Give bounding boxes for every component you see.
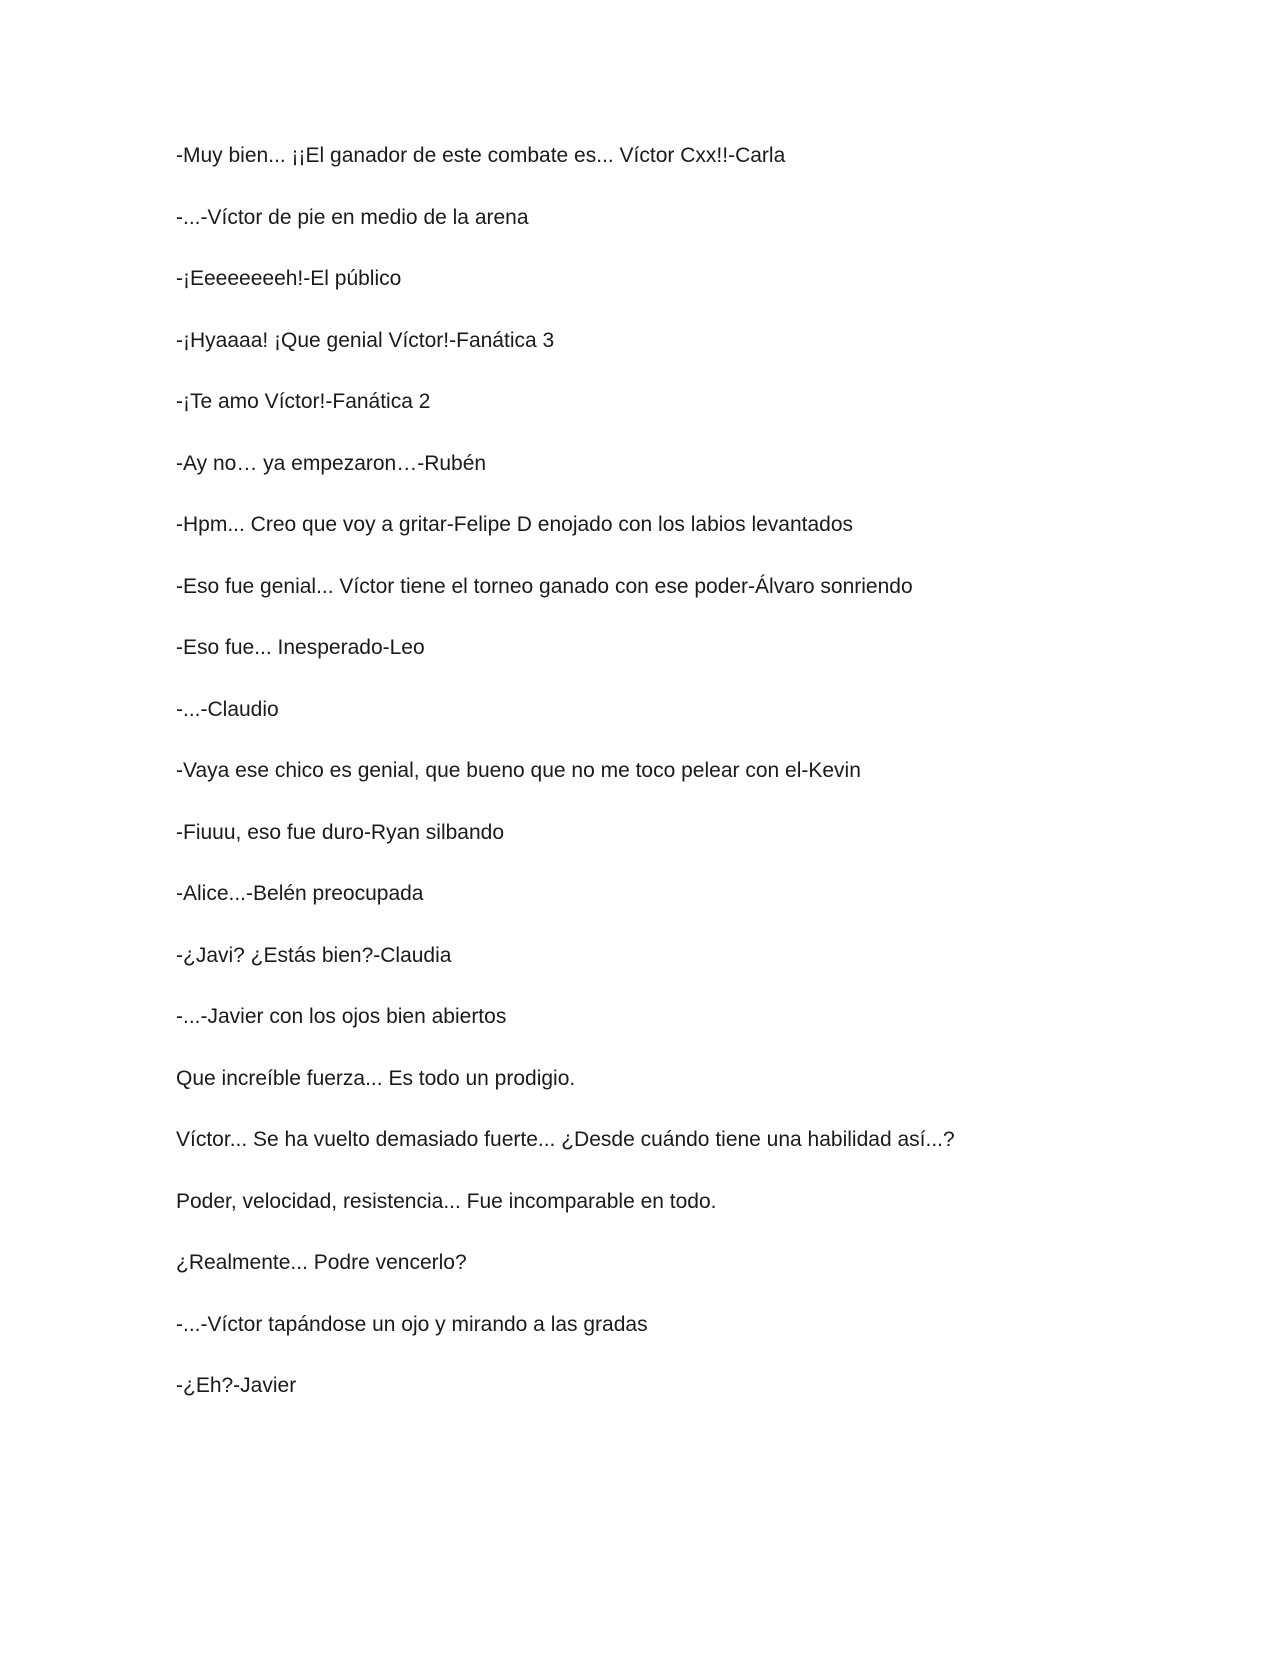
- dialogue-line: -Eso fue genial... Víctor tiene el torneo ganado con ese poder-Álvaro sonriendo: [176, 574, 913, 598]
- dialogue-line: -Fiuuu, eso fue duro-Ryan silbando: [176, 820, 505, 844]
- dialogue-line: -Alice...-Belén preocupada: [176, 882, 424, 905]
- narration-line: Víctor... Se ha vuelto demasiado fuerte... ¿Desde cuándo tiene una habilidad así...?: [176, 1128, 955, 1151]
- dialogue-line: -Vaya ese chico es genial, que bueno que no me toco pelear con el-Kevin: [176, 759, 861, 782]
- dialogue-line: -Hpm... Creo que voy a gritar-Felipe D enojado con los labios levantados: [176, 513, 854, 536]
- dialogue-line: -...-Claudio: [176, 697, 279, 721]
- dialogue-line: -¡Eeeeeeeeh!-El público: [176, 267, 402, 290]
- dialogue-line: -...-Javier con los ojos bien abiertos: [176, 1005, 507, 1028]
- dialogue-line: -¿Javi? ¿Estás bien?-Claudia: [176, 943, 452, 967]
- narration-line: Poder, velocidad, resistencia... Fue incomparable en todo.: [176, 1189, 717, 1213]
- dialogue-line: -Muy bien... ¡¡El ganador de este combate es... Víctor Cxx!!-Carla: [176, 144, 786, 167]
- narration-line: ¿Realmente... Podre vencerlo?: [176, 1251, 467, 1274]
- dialogue-line: -¡Hyaaaa! ¡Que genial Víctor!-Fanática 3: [176, 328, 555, 352]
- dialogue-line: -¡Te amo Víctor!-Fanática 2: [176, 390, 431, 413]
- dialogue-line: -Ay no… ya empezaron…-Rubén: [176, 451, 487, 475]
- dialogue-line: -...-Víctor de pie en medio de la arena: [176, 205, 529, 229]
- dialogue-line: -¿Eh?-Javier: [176, 1374, 297, 1397]
- dialogue-line: -Eso fue... Inesperado-Leo: [176, 636, 425, 659]
- narration-line: Que increíble fuerza... Es todo un prodigio.: [176, 1066, 576, 1090]
- document-body: [176, 142, 1176, 1434]
- dialogue-line: -...-Víctor tapándose un ojo y mirando a las gradas: [176, 1312, 648, 1336]
